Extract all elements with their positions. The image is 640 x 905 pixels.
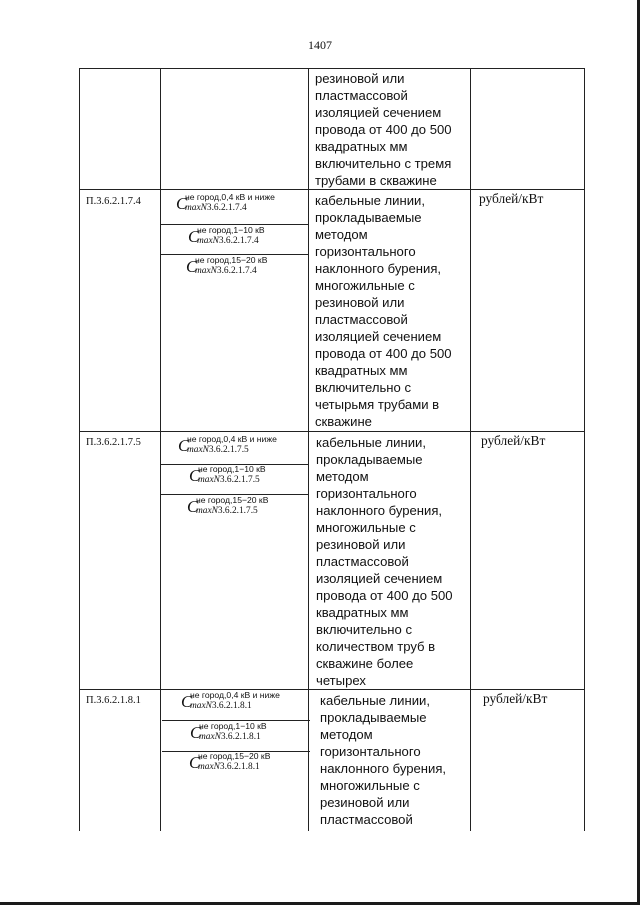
rate-formula: C не город,15−20 кВ maxN3.6.2.1.8.1 — [189, 751, 271, 772]
rate-formula: C не город,1−10 кВ maxN3.6.2.1.7.5 — [189, 464, 266, 485]
row-code: П.3.6.2.1.8.1 — [86, 695, 141, 706]
row-unit: рублей/кВт — [481, 433, 546, 448]
row-code: П.3.6.2.1.7.4 — [86, 196, 141, 207]
row-border — [80, 689, 585, 690]
column-border — [308, 68, 309, 831]
column-border — [584, 68, 585, 831]
row-code: П.3.6.2.1.7.5 — [86, 437, 141, 448]
column-border — [470, 68, 471, 831]
row-description: резиновой или пластмассовой изоляцией сечением провода от 400 до 500 квадратных мм включительно с тремя трубами в скважине — [315, 71, 452, 188]
rate-formula: C не город,1−10 кВ maxN3.6.2.1.8.1 — [190, 721, 267, 742]
row-border — [79, 189, 585, 190]
row-border — [79, 431, 585, 432]
rate-formula: C не город,0,4 кВ и ниже maxN3.6.2.1.7.4 — [176, 192, 275, 213]
rate-formula: C не город,0,4 кВ и ниже maxN3.6.2.1.7.5 — [178, 434, 277, 455]
page-number: 1407 — [308, 38, 332, 52]
rate-formula: C не город,0,4 кВ и ниже maxN3.6.2.1.8.1 — [181, 690, 280, 711]
column-border — [160, 68, 161, 831]
row-border-top — [79, 68, 585, 69]
rate-formula: C не город,15−20 кВ maxN3.6.2.1.7.5 — [187, 495, 269, 516]
row-description: кабельные линии, прокладываемые методом горизонтального наклонного бурения, многожильные с резиновой или пластмассовой изоляцией сечением провода от 400 до 500 квадратных мм включительно с количеством труб в скважине более четырех — [316, 435, 453, 688]
row-unit: рублей/кВт — [483, 691, 548, 706]
column-border — [79, 68, 80, 831]
row-description: кабельные линии, прокладываемые методом горизонтального наклонного бурения, многожильные с резиновой или пластмассовой — [320, 693, 447, 827]
rate-formula: C не город,15−20 кВ maxN3.6.2.1.7.4 — [186, 255, 268, 276]
rate-formula: C не город,1−10 кВ maxN3.6.2.1.7.4 — [188, 225, 265, 246]
row-unit: рублей/кВт — [479, 191, 544, 206]
row-description: кабельные линии, прокладываемые методом горизонтального наклонного бурения, многожильные с резиновой или пластмассовой изоляцией сечением провода от 400 до 500 квадратных мм включительно с четырьмя трубами в скважине — [315, 193, 452, 429]
